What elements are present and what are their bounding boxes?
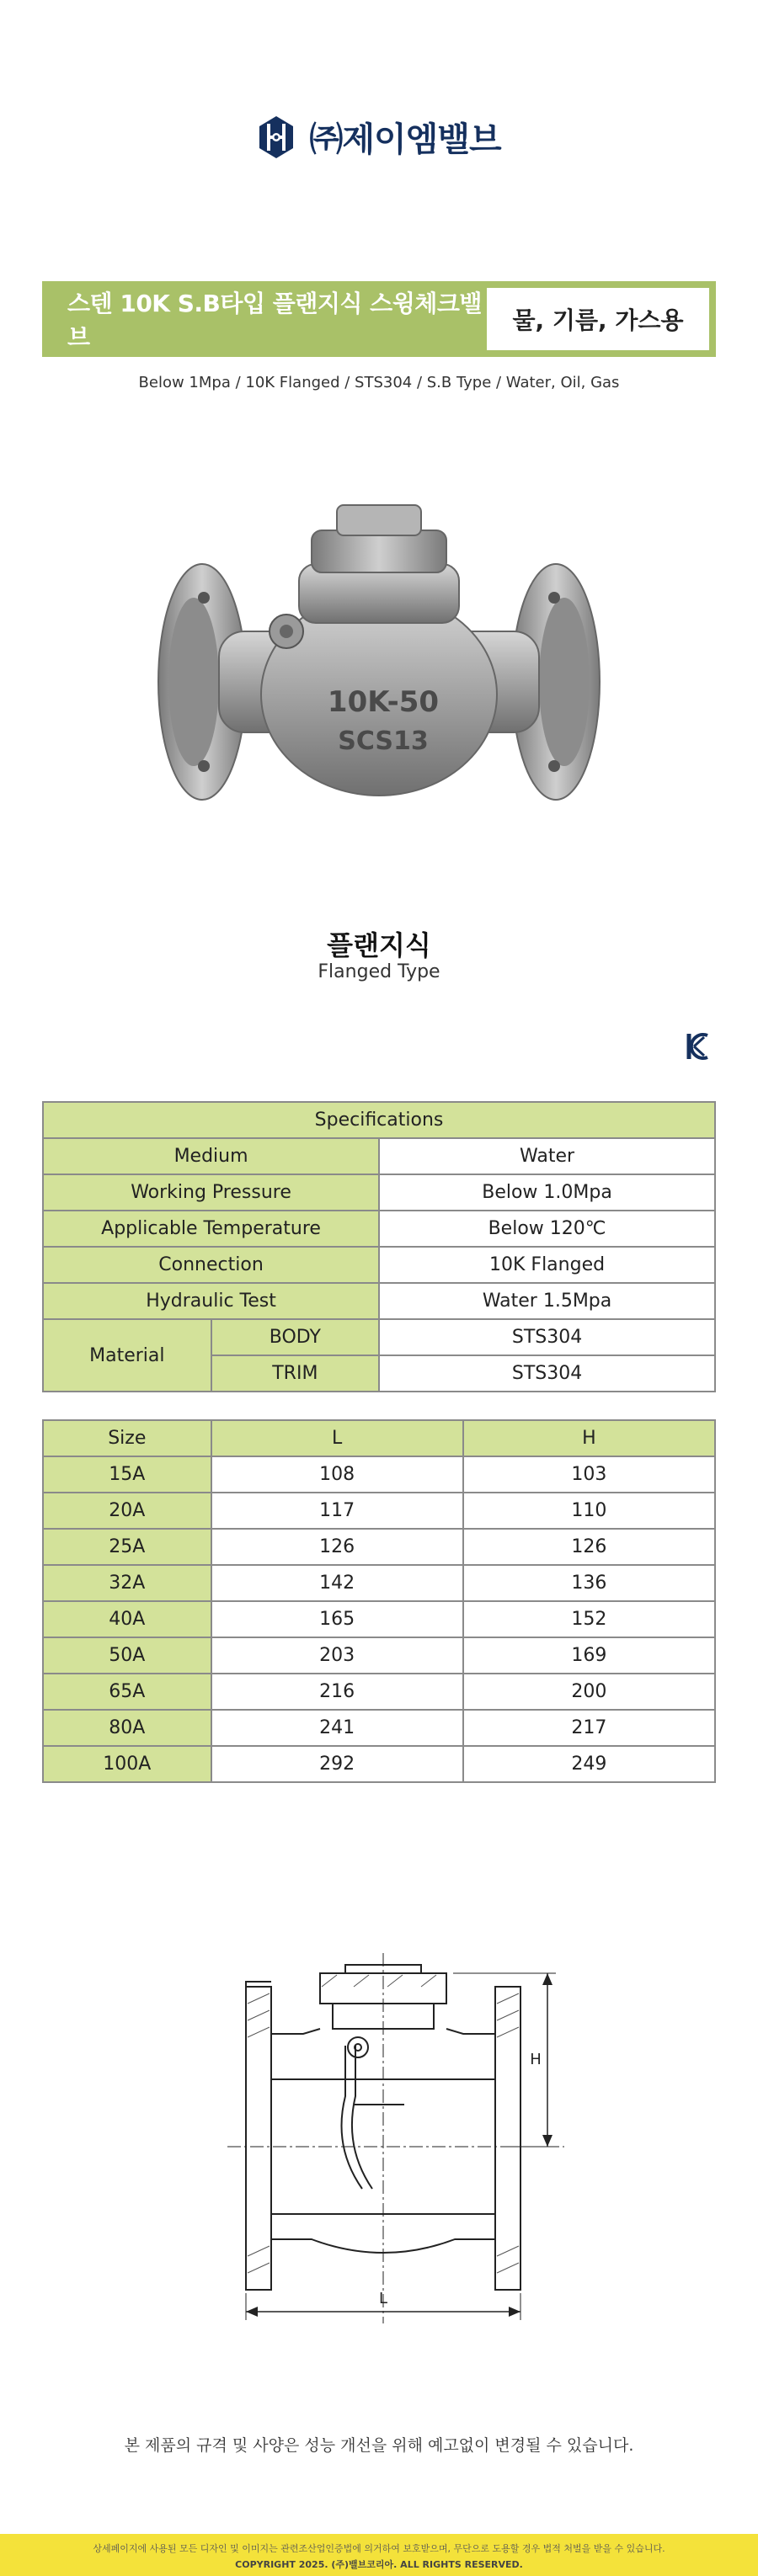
size-cell: 65A xyxy=(43,1674,211,1710)
footer-copyright: COPYRIGHT 2025. (주)밸브코리아. ALL RIGHTS RESERVED. xyxy=(235,2559,523,2570)
spec-value: Below 1.0Mpa xyxy=(379,1174,715,1211)
table-row xyxy=(43,1319,715,1355)
spec-table-title: Specifications xyxy=(43,1102,715,1138)
size-cell: 50A xyxy=(43,1637,211,1674)
table-row xyxy=(43,1746,715,1782)
footer-copyright-notice: 상세페이지에 사용된 모든 디자인 및 이미지는 관련조산업인증법에 의거하여 보호받으며, 무단으로 도용할 경우 법적 처벌을 받을 수 있습니다. xyxy=(93,2543,665,2554)
dimension-l-label: L xyxy=(378,2290,388,2307)
material-label: Material xyxy=(43,1319,211,1392)
height-cell: 217 xyxy=(463,1710,715,1746)
spec-value: 10K Flanged xyxy=(379,1247,715,1283)
material-body-label: BODY xyxy=(211,1319,380,1355)
dimension-header-row xyxy=(43,1420,715,1456)
material-trim-value: STS304 xyxy=(379,1355,715,1392)
spec-label: Hydraulic Test xyxy=(43,1283,379,1319)
spec-label: Working Pressure xyxy=(43,1174,379,1211)
size-cell: 32A xyxy=(43,1565,211,1601)
spec-value: Below 120℃ xyxy=(379,1211,715,1247)
length-cell: 142 xyxy=(211,1565,463,1601)
specifications-table xyxy=(42,1101,716,1392)
table-row xyxy=(43,1710,715,1746)
size-cell: 80A xyxy=(43,1710,211,1746)
connection-type-korean: 플랜지식 xyxy=(327,929,431,961)
size-cell: 25A xyxy=(43,1529,211,1565)
connection-type-english: Flanged Type xyxy=(318,961,440,982)
size-cell: 20A xyxy=(43,1493,211,1529)
column-header: L xyxy=(211,1420,463,1456)
table-row xyxy=(43,1456,715,1493)
table-row xyxy=(43,1283,715,1319)
length-cell: 216 xyxy=(211,1674,463,1710)
size-cell: 40A xyxy=(43,1601,211,1637)
column-header: Size xyxy=(43,1420,211,1456)
table-row xyxy=(43,1601,715,1637)
brand-name: ㈜제이엠밸브 xyxy=(309,120,501,159)
spec-label: Medium xyxy=(43,1138,379,1174)
dimension-h-label: H xyxy=(530,2051,542,2068)
height-cell: 126 xyxy=(463,1529,715,1565)
footer xyxy=(0,2534,758,2576)
length-cell: 241 xyxy=(211,1710,463,1746)
spec-value: Water 1.5Mpa xyxy=(379,1283,715,1319)
product-photo xyxy=(143,471,615,876)
table-row xyxy=(43,1174,715,1211)
material-trim-label: TRIM xyxy=(211,1355,380,1392)
table-row xyxy=(43,1637,715,1674)
table-row xyxy=(43,1211,715,1247)
height-cell: 152 xyxy=(463,1601,715,1637)
height-cell: 249 xyxy=(463,1746,715,1782)
table-row xyxy=(43,1565,715,1601)
table-row xyxy=(43,1247,715,1283)
spec-label: Applicable Temperature xyxy=(43,1211,379,1247)
brand-logo xyxy=(0,113,758,161)
product-title: 스텐 10K S.B타입 플랜지식 스윙체크밸브 xyxy=(67,290,482,351)
height-cell: 200 xyxy=(463,1674,715,1710)
table-row xyxy=(43,1674,715,1710)
spec-change-notice: 본 제품의 규격 및 사양은 성능 개선을 위해 예고없이 변경될 수 있습니다. xyxy=(124,2436,634,2455)
length-cell: 165 xyxy=(211,1601,463,1637)
size-cell: 100A xyxy=(43,1746,211,1782)
table-row xyxy=(43,1138,715,1174)
length-cell: 292 xyxy=(211,1746,463,1782)
dimension-table xyxy=(42,1419,716,1783)
size-cell: 15A xyxy=(43,1456,211,1493)
height-cell: 110 xyxy=(463,1493,715,1529)
usage-badge: 물, 기름, 가스용 xyxy=(487,288,709,350)
title-band xyxy=(42,281,716,357)
spec-value: Water xyxy=(379,1138,715,1174)
cross-section-drawing xyxy=(227,1953,564,2323)
material-body-value: STS304 xyxy=(379,1319,715,1355)
length-cell: 203 xyxy=(211,1637,463,1674)
product-marking-material: SCS13 xyxy=(338,726,429,756)
dimension-rows xyxy=(43,1456,715,1782)
column-header: H xyxy=(463,1420,715,1456)
height-cell: 103 xyxy=(463,1456,715,1493)
length-cell: 108 xyxy=(211,1456,463,1493)
length-cell: 117 xyxy=(211,1493,463,1529)
length-cell: 126 xyxy=(211,1529,463,1565)
spec-label: Connection xyxy=(43,1247,379,1283)
product-subtitle: Below 1Mpa / 10K Flanged / STS304 / S.B Type / Water, Oil, Gas xyxy=(138,374,620,391)
table-row xyxy=(43,1493,715,1529)
product-marking-size: 10K-50 xyxy=(327,685,440,719)
height-cell: 136 xyxy=(463,1565,715,1601)
valve-logo-icon xyxy=(257,114,296,161)
kc-certification-icon xyxy=(686,1032,711,1061)
height-cell: 169 xyxy=(463,1637,715,1674)
table-row xyxy=(43,1529,715,1565)
